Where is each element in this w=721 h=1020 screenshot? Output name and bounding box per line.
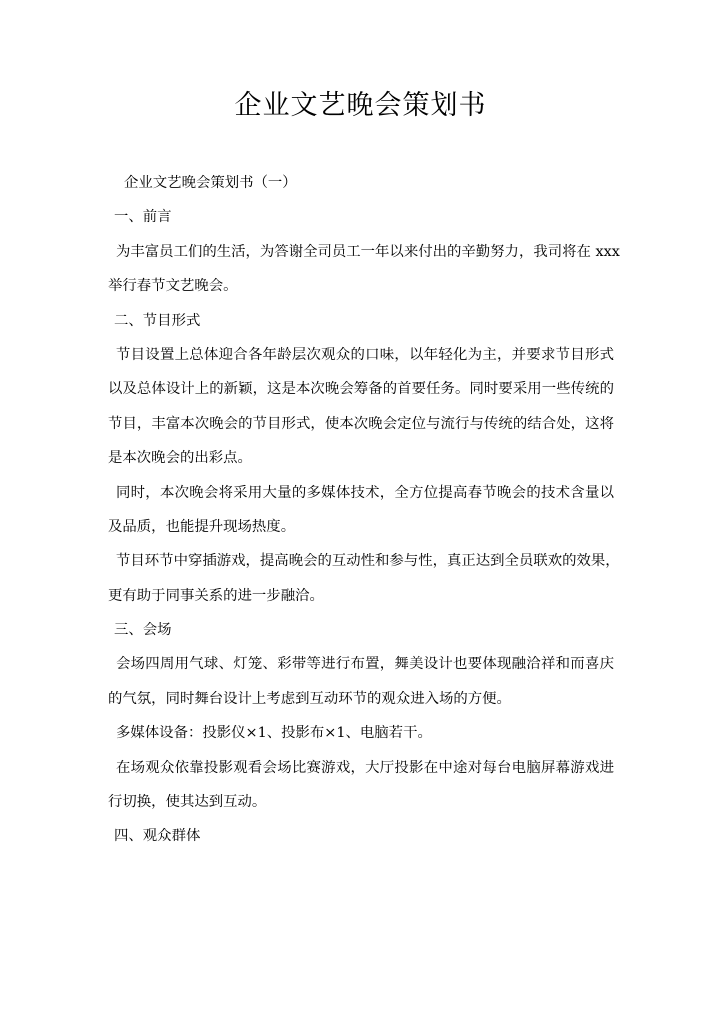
- paragraph-line: 是本次晚会的出彩点。: [108, 450, 252, 467]
- paragraph-line: 节目环节中穿插游戏，提高晚会的互动性和参与性，真正达到全员联欢的效果，: [116, 553, 620, 570]
- paragraph: [108, 716, 614, 750]
- section-heading: 二、节目形式: [114, 312, 201, 329]
- paragraph-line: 节目，丰富本次晚会的节目形式，使本次晚会定位与流行与传统的结合处，这将: [108, 415, 614, 432]
- paragraph: [108, 235, 620, 304]
- paragraph: [108, 751, 614, 820]
- paragraph-line: 多媒体设备：投影仪×1、投影布×1、电脑若干。: [116, 725, 432, 742]
- paragraph-line: 在场观众依靠投影观看会场比赛游戏，大厅投影在中途对每台电脑屏幕游戏进: [116, 759, 614, 776]
- paragraph: [108, 544, 620, 613]
- paragraph-line: 更有助于同事关系的进一步融洽。: [108, 587, 324, 604]
- paragraph: [108, 338, 614, 476]
- paragraph: [108, 647, 614, 716]
- paragraph-line: 为丰富员工们的生活，为答谢全司员工一年以来付出的辛勤努力，我司将在 xxx: [116, 243, 620, 260]
- document-body: [108, 166, 620, 854]
- paragraph-line: 会场四周用气球、灯笼、彩带等进行布置，舞美设计也要体现融洽祥和而喜庆: [116, 656, 614, 673]
- paragraph-line: 节目设置上总体迎合各年龄层次观众的口味，以年轻化为主，并要求节目形式: [116, 346, 614, 363]
- section-heading: 一、前言: [114, 209, 172, 226]
- document-title: 企业文艺晚会策划书: [234, 90, 487, 121]
- paragraph-line: 同时，本次晚会将采用大量的多媒体技术，全方位提高春节晚会的技术含量以: [116, 484, 614, 501]
- paragraph-line: 举行春节文艺晚会。: [108, 278, 238, 295]
- paragraph: [108, 476, 614, 545]
- paragraph-line: 及品质，也能提升现场热度。: [108, 518, 296, 535]
- paragraph-line: 行切换，使其达到互动。: [108, 794, 267, 811]
- section-heading: 三、会场: [114, 622, 172, 639]
- section-heading: 四、观众群体: [114, 828, 201, 845]
- paragraph-line: 的气氛，同时舞台设计上考虑到互动环节的观众进入场的方便。: [108, 690, 511, 707]
- document-subtitle: 企业文艺晚会策划书（一）: [124, 175, 297, 191]
- paragraph-line: 以及总体设计上的新颖，这是本次晚会筹备的首要任务。同时要采用一些传统的: [108, 381, 614, 398]
